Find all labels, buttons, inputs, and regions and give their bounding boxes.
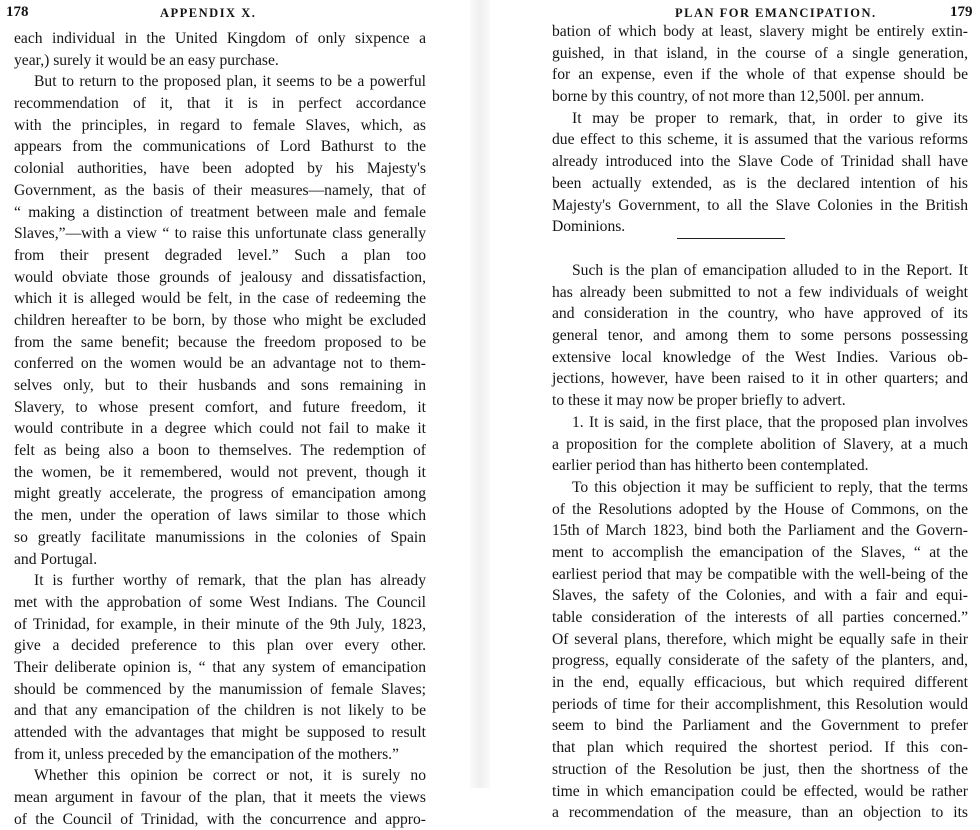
text-line: It is further worthy of remark, that the plan has already	[34, 572, 426, 590]
text-line: Majesty's Government, to all the Slave Colonies in the British	[552, 196, 968, 214]
text-line: the men, under the operation of laws similar to those which	[14, 507, 426, 525]
text-line: might greatly accelerate, the progress of emancipation among	[14, 485, 426, 503]
text-line: a recommendation of the measure, than an objection to its	[552, 804, 968, 822]
text-line: selves only, but to their husbands and sons remaining in	[14, 377, 426, 394]
text-line: attended with the advantages that might be supposed to result	[14, 724, 426, 741]
text-line: general tenor, and among them to some persons possessing	[552, 327, 968, 345]
text-line: and consideration in the country, who have approved of its	[552, 305, 968, 323]
text-line: that plan which required the shortest period. If this con-	[552, 739, 968, 757]
text-line: earliest period that may be compatible with the well-being of the	[552, 565, 968, 583]
right-page-body-bottom	[552, 260, 968, 824]
text-line: colonial authorities, have been adopted by his Majesty's	[14, 160, 426, 178]
text-line: give a decided preference to this plan over every other.	[14, 637, 426, 655]
section-divider-rule	[677, 238, 785, 239]
text-line: which it is alleged would be felt, in the case of redeeming the	[14, 290, 426, 308]
text-line: so greatly facilitate manumissions in the colonies of Spain	[14, 528, 426, 546]
text-line: each individual in the United Kingdom of only sixpence a	[14, 30, 426, 47]
text-line: “ making a distinction of treatment between male and female	[14, 203, 426, 221]
text-line: Whether this opinion be correct or not, it is surely no	[34, 767, 426, 785]
text-line: recommendation of it, that it is in perfect accordance	[14, 95, 426, 113]
text-line: from the same benefit; because the freedom proposed to be	[14, 333, 426, 351]
text-line: of the Council of Trinidad, with the concurrence and appro-	[14, 810, 426, 828]
text-line: mean argument in favour of the plan, that it meets the views	[14, 789, 426, 807]
text-line: It may be proper to remark, that, in order to give its	[572, 109, 968, 127]
text-line: But to return to the proposed plan, it seems to be a powerful	[34, 73, 426, 91]
text-line: appears from the communications of Lord Bathurst to the	[14, 138, 426, 156]
text-line: Their deliberate opinion is, “ that any system of emancipation	[14, 658, 426, 676]
text-line: struction of the Resolution be just, then the shortness of the	[552, 760, 968, 778]
text-line: children hereafter to be born, by those who might be excluded	[14, 311, 426, 329]
text-line: periods of time for their accomplishment, this Resolution would	[552, 695, 968, 713]
text-line: would obviate those grounds of jealousy and dissatisfaction,	[14, 268, 426, 286]
right-running-head: PLAN FOR EMANCIPATION.	[675, 6, 877, 20]
text-line: To this objection it may be sufficient to reply, that the terms	[572, 478, 968, 496]
left-page-number: 178	[6, 4, 29, 20]
text-line: of Trinidad, for example, in their minute of the 9th July, 1823,	[14, 615, 426, 633]
text-line: table consideration of the interests of all parties concerned.”	[552, 609, 968, 626]
left-page-body	[14, 28, 426, 830]
left-page	[0, 0, 470, 828]
text-line: felt as being also a boon to themselves. The redemption of	[14, 442, 426, 460]
text-line: in the end, equally efficacious, but which required different	[552, 674, 968, 692]
text-line: time in which emancipation could be effected, would be rather	[552, 782, 968, 800]
text-line: has already been submitted to not a few individuals of weight	[552, 283, 968, 301]
text-line: seem to bind the Parliament and the Government to prefer	[552, 717, 968, 735]
text-line: and that any emancipation of the children is not likely to be	[14, 702, 426, 720]
text-line: progress, equally considerate of the safety of the planters, and,	[552, 652, 968, 670]
text-line: to these it may now be proper briefly to advert.	[552, 392, 846, 410]
text-line: from it, unless preceded by the emancipation of the mothers.”	[14, 745, 399, 763]
text-line: already introduced into the Slave Code of Trinidad shall have	[552, 153, 968, 171]
text-line: 15th of March 1823, bind both the Parliament and the Govern-	[552, 522, 968, 540]
text-line: earlier period than has hitherto been contemplated.	[552, 457, 869, 475]
text-line: ment to accomplish the emancipation of the Slaves, “ at the	[552, 543, 968, 561]
text-line: the women, be it remembered, would not prevent, though it	[14, 463, 426, 481]
text-line: a proposition for the complete abolition of Slavery, at a much	[552, 435, 968, 453]
text-line: bation of which body at least, slavery might be entirely extin-	[552, 23, 968, 40]
text-line: 1. It is said, in the first place, that the proposed plan involves	[572, 413, 968, 431]
text-line: would contribute in a degree which could not fail to make it	[14, 420, 426, 438]
right-page-number: 179	[950, 4, 973, 20]
text-line: Slaves, the safety of the Colonies, and with a fair and equi-	[552, 587, 968, 605]
text-line: year,) surely it would be an easy purchase.	[14, 51, 279, 69]
text-line: of the Resolutions adopted by the House of Commons, on the	[552, 500, 968, 518]
text-line: jections, however, have been raised to it in other quarters; and	[552, 370, 968, 388]
text-line: Dominions.	[552, 218, 626, 236]
text-line: Slavery, to whose present comfort, and future freedom, it	[14, 398, 426, 416]
text-line: with the principles, in regard to female Slaves, which, as	[14, 116, 426, 134]
text-line: been actually extended, as is the declared intention of his	[552, 174, 968, 192]
text-line: met with the approbation of some West Indians. The Council	[14, 593, 426, 611]
text-line: Government, as the basis of their measures—namely, that of	[14, 181, 426, 199]
text-line: borne by this country, of not more than 12,500l. per annum.	[552, 88, 925, 106]
right-page	[490, 0, 980, 822]
right-page-body-top	[552, 21, 968, 238]
text-line: Of several plans, therefore, which might be equally safe in their	[552, 630, 968, 648]
text-line: and Portugal.	[14, 550, 98, 568]
book-gutter	[470, 0, 490, 788]
text-line: guished, in that island, in the course of a single generation,	[552, 44, 968, 62]
text-line: Such is the plan of emancipation alluded to in the Report. It	[572, 262, 968, 279]
text-line: Slaves,”—with a view “ to raise this unfortunate class generally	[14, 225, 426, 243]
text-line: should be commenced by the manumission of female Slaves;	[14, 680, 426, 698]
left-running-head: APPENDIX X.	[160, 6, 257, 20]
text-line: for an expense, even if the whole of that expense should be	[552, 66, 968, 84]
text-line: due effect to this scheme, it is assumed that the various reforms	[552, 131, 968, 149]
text-line: extensive local knowledge of the West Indies. Various ob-	[552, 348, 968, 366]
text-line: conferred on the women would be an advantage not to them-	[14, 355, 426, 373]
text-line: from their present degraded level.” Such a plan too	[14, 246, 426, 264]
left-page-header	[0, 4, 470, 24]
